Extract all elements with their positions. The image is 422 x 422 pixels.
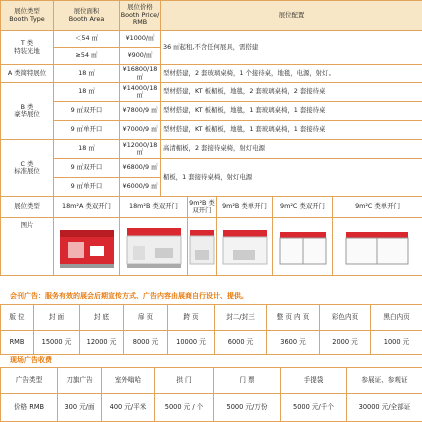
b-area-3: 9 ㎡单开口 bbox=[54, 121, 120, 140]
a-area: 18 ㎡ bbox=[54, 65, 120, 83]
c-area-1: 18 ㎡ bbox=[54, 140, 120, 159]
type-a: A 类简特展位 bbox=[1, 65, 54, 83]
booth-photo-a-double bbox=[54, 218, 120, 276]
onsite-price-badge: 30000 元/全部证 bbox=[347, 394, 422, 422]
t-config: 36 ㎡起租,不含任何展具，需搭建 bbox=[161, 31, 422, 65]
type-label: 展位类型 bbox=[1, 197, 54, 218]
a-price: ¥16800/18 ㎡ bbox=[120, 65, 161, 83]
ad-header-back: 封 底 bbox=[80, 305, 124, 331]
booth-photo-c-single bbox=[333, 218, 422, 276]
pic-label: 图片 bbox=[1, 218, 54, 276]
booth-photo-b-double bbox=[120, 218, 188, 276]
b-area-2: 9 ㎡双开口 bbox=[54, 102, 120, 121]
t-area-2: ≥54 ㎡ bbox=[54, 48, 120, 65]
ad-header-spread: 跨 页 bbox=[168, 305, 215, 331]
ad-price-back: 12000 元 bbox=[80, 331, 124, 355]
b-config-2: 型材搭建，KT 板楣板，地毯，1 套玻璃桌椅，1 套接待桌 bbox=[161, 102, 422, 121]
type-name-4: 9m²B 类单开门 bbox=[217, 197, 273, 218]
t-area-1: ＜54 ㎡ bbox=[54, 31, 120, 48]
a-config: 型材搭建，2 套玻璃桌椅，1 个接待桌，地毯，电源，射灯。 bbox=[161, 65, 422, 83]
c-price-1: ¥12000/18 ㎡ bbox=[120, 140, 161, 159]
onsite-header-ticket: 门 票 bbox=[214, 368, 281, 394]
ad-price-cover: 15000 元 bbox=[34, 331, 80, 355]
onsite-price-label: 价格 RMB bbox=[1, 394, 58, 422]
onsite-header-bag: 手提袋 bbox=[281, 368, 347, 394]
ad-price-bw-page: 1000 元 bbox=[371, 331, 422, 355]
onsite-ad-table bbox=[0, 367, 422, 422]
type-name-6: 9m²C 类单开门 bbox=[333, 197, 422, 218]
c-area-2: 9 ㎡双开口 bbox=[54, 159, 120, 178]
c-price-2: ¥6800/9 ㎡ bbox=[120, 159, 161, 178]
ad-price-label: RMB bbox=[1, 331, 34, 355]
booth-frame-image-2 bbox=[338, 224, 418, 270]
booth-photo-b-9-double bbox=[188, 218, 217, 276]
b-price-2: ¥7800/9 ㎡ bbox=[120, 102, 161, 121]
booth-small-image-2 bbox=[219, 224, 271, 270]
onsite-price-bag: 5000 元/千个 bbox=[281, 394, 347, 422]
ad-header-inside-cover: 封二/封三 bbox=[215, 305, 267, 331]
onsite-price-ticket: 5000 元/万份 bbox=[214, 394, 281, 422]
ad-header-position: 版 位 bbox=[1, 305, 34, 331]
booth-photo-b-9-single bbox=[217, 218, 273, 276]
booth-small-image bbox=[188, 224, 216, 270]
c-config-small: 楣板，1 套接待桌椅，射灯电源 bbox=[161, 159, 422, 197]
ad-header-color-page: 彩色内页 bbox=[320, 305, 371, 331]
onsite-header-type: 广告类型 bbox=[1, 368, 58, 394]
ad-price-full-page: 3600 元 bbox=[267, 331, 320, 355]
t-price-1: ¥1000/㎡ bbox=[120, 31, 161, 48]
b-price-1: ¥14000/18 ㎡ bbox=[120, 83, 161, 102]
ad-price-inside-cover: 6000 元 bbox=[215, 331, 267, 355]
booth-white-image bbox=[125, 224, 183, 270]
ad-header-title-page: 扉 页 bbox=[124, 305, 168, 331]
onsite-price-flag: 300 元/面 bbox=[58, 394, 102, 422]
ad-note: 会刊广告：服务有效的展会后期宣传方式、广告内容由展商自行设计、提供。 bbox=[10, 292, 248, 300]
ad-price-title-page: 8000 元 bbox=[124, 331, 168, 355]
ad-price-spread: 10000 元 bbox=[168, 331, 215, 355]
type-b: B 类 豪华展位 bbox=[1, 83, 54, 140]
c-config-1: 高清楣板，2 套接待桌椅，射灯电源 bbox=[161, 140, 422, 159]
ad-header-full-page: 整 页 内 页 bbox=[267, 305, 320, 331]
ad-header-cover: 封 面 bbox=[34, 305, 80, 331]
b-area-1: 18 ㎡ bbox=[54, 83, 120, 102]
type-name-2: 18m²B 类双开门 bbox=[120, 197, 188, 218]
ad-header-bw-page: 黑白内页 bbox=[371, 305, 422, 331]
onsite-price-arch: 5000 元 / 个 bbox=[155, 394, 214, 422]
header-booth-config: 展位配置 bbox=[161, 1, 422, 31]
onsite-header-flag: 刀旗广告 bbox=[58, 368, 102, 394]
type-t: T 类 特装光地 bbox=[1, 31, 54, 65]
onsite-header-arch: 拱 门 bbox=[155, 368, 214, 394]
c-area-3: 9 ㎡单开口 bbox=[54, 178, 120, 197]
onsite-header-badge: 参展证、参观证 bbox=[347, 368, 422, 394]
onsite-price-outdoor: 400 元/平米 bbox=[102, 394, 155, 422]
header-booth-area: 展位面积 Booth Area bbox=[54, 1, 120, 31]
type-name-1: 18m²A 类双开门 bbox=[54, 197, 120, 218]
onsite-note: 现场广告收费 bbox=[10, 356, 52, 364]
onsite-header-outdoor: 室外嗡哈 bbox=[102, 368, 155, 394]
c-price-3: ¥6000/9 ㎡ bbox=[120, 178, 161, 197]
header-booth-type: 展位类型 Booth Type bbox=[1, 1, 54, 31]
type-name-3: 9m²B 类双开门 bbox=[188, 197, 217, 218]
b-price-3: ¥7000/9 ㎡ bbox=[120, 121, 161, 140]
type-c: C 类 标准展位 bbox=[1, 140, 54, 197]
catalogue-ad-table bbox=[0, 304, 422, 355]
b-config-3: 型材搭建，KT 板楣板，地毯，1 套玻璃桌椅，1 套接待桌 bbox=[161, 121, 422, 140]
ad-price-color-page: 2000 元 bbox=[320, 331, 371, 355]
booth-frame-image bbox=[276, 224, 330, 270]
header-booth-price: 展位价格 Booth Price/ RMB bbox=[120, 1, 161, 31]
b-config-1: 型材搭建，KT 板楣板，地毯，2 套玻璃桌椅，2 套接待桌 bbox=[161, 83, 422, 102]
type-name-5: 9m²C 类双开门 bbox=[273, 197, 333, 218]
booth-red-image bbox=[58, 224, 116, 270]
booth-photo-c-double bbox=[273, 218, 333, 276]
t-price-2: ¥900/㎡ bbox=[120, 48, 161, 65]
